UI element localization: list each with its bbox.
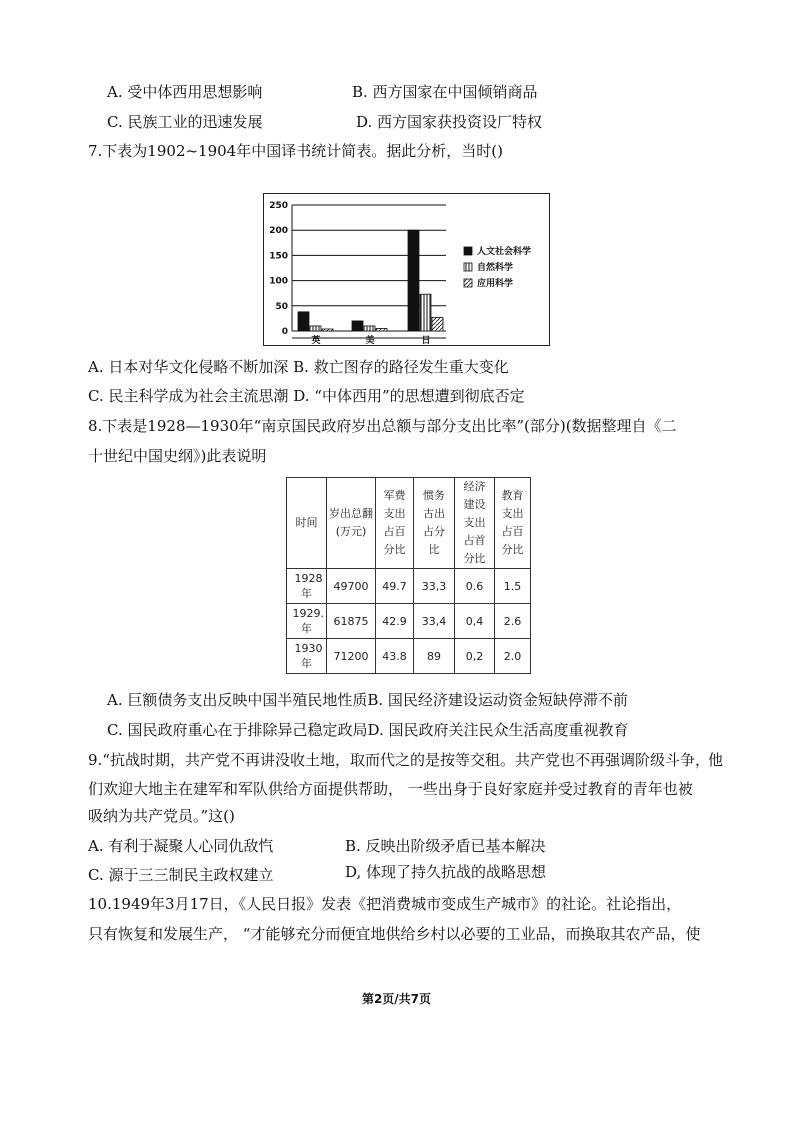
table-header: 惯务古出占分比 bbox=[414, 478, 455, 569]
table-header: 经济建设支出占首分比 bbox=[455, 478, 495, 569]
bar-英-0 bbox=[298, 312, 309, 331]
bar-英-1 bbox=[310, 326, 321, 331]
q8-stem-line1: 8.下表是1928—1930年“南京国民政府岁出总额与部分支出比率”(部分)(数据整理自《二 bbox=[88, 417, 677, 435]
table-header: 时间 bbox=[287, 478, 327, 569]
q8-options-cd: C. 国民政府重心在于排除异己稳定政局D. 国民政府关注民众生活高度重视教育 bbox=[107, 721, 629, 739]
q7-options-ab: A. 日本对华文化侵略不断加深 B. 救亡图存的路径发生重大变化 bbox=[88, 358, 509, 376]
y-tick-label: 200 bbox=[269, 226, 288, 237]
legend-swatch bbox=[464, 263, 472, 271]
q6-option-b: B. 西方国家在中国倾销商品 bbox=[352, 83, 538, 101]
legend-swatch bbox=[464, 247, 472, 255]
bar-日-2 bbox=[432, 317, 443, 331]
y-tick-label: 100 bbox=[269, 276, 288, 287]
q8-stem-line2: 十世纪中国史纲》)此表说明 bbox=[88, 447, 267, 465]
table-header: 军费支出占百分比 bbox=[376, 478, 414, 569]
bar-美-0 bbox=[352, 321, 363, 331]
chart-svg bbox=[264, 194, 549, 345]
legend-label: 自然科学 bbox=[477, 263, 514, 273]
q9-line2: 们欢迎大地主在建军和军队供给方面提供帮助， 一些出身于良好家庭并受过教育的青年也被 bbox=[88, 780, 693, 798]
bar-美-1 bbox=[364, 326, 375, 331]
budget-table bbox=[286, 477, 531, 674]
table-header: 岁出总翻(万元) bbox=[327, 478, 376, 569]
q8-options-ab: A. 巨额债务支出反映中国半殖民地性质B. 国民经济建设运动资金短缺停滞不前 bbox=[107, 691, 628, 709]
q9-option-d: D, 体现了持久抗战的战略思想 bbox=[345, 863, 547, 881]
table-row: 1930年 71200 43.8 89 0,2 2.0 bbox=[287, 639, 531, 674]
y-tick-label: 250 bbox=[269, 201, 288, 211]
q6-option-c: C. 民族工业的迅速发展 bbox=[107, 113, 263, 131]
q6-option-d: D. 西方国家获投资设厂特权 bbox=[356, 113, 543, 131]
translation-bar-chart bbox=[263, 193, 550, 346]
q9-line1: 9.“抗战时期，共产党不再讲没收土地，取而代之的是按等交租。共产党也不再强调阶级斗争， bbox=[88, 751, 710, 769]
q9-line1-end: 他 bbox=[708, 751, 724, 769]
q7-stem: 7.下表为1902~1904年中国译书统计简表。据此分析，当时() bbox=[88, 142, 503, 160]
y-tick-label: 50 bbox=[275, 301, 288, 312]
bar-美-2 bbox=[376, 328, 387, 331]
q9-line3: 吸纳为共产党员。”这() bbox=[88, 807, 235, 825]
q9-option-b: B. 反映出阶级矛盾已基本解决 bbox=[345, 837, 546, 855]
y-tick-label: 150 bbox=[269, 251, 288, 262]
bar-英-2 bbox=[322, 329, 333, 331]
legend-label: 应用科学 bbox=[477, 279, 514, 289]
table-header: 教育支出占百分比 bbox=[495, 478, 531, 569]
legend-label: 人文社会科学 bbox=[477, 247, 532, 257]
x-tick-label: 英 bbox=[311, 336, 321, 345]
table-row: 1928年 49700 49.7 33,3 0.6 1.5 bbox=[287, 569, 531, 604]
x-tick-label: 日 bbox=[421, 336, 431, 345]
q6-option-a: A. 受中体西用思想影响 bbox=[107, 83, 263, 101]
table-row: 1929.年 61875 42.9 33,4 0,4 2.6 bbox=[287, 604, 531, 639]
page-footer: 第2页/共7页 bbox=[361, 992, 432, 1006]
legend-swatch bbox=[464, 279, 472, 287]
q10-line2: 只有恢复和发展生产， “才能够充分而便宜地供给乡村以必要的工业品，而换取其农产品，使 bbox=[88, 925, 701, 943]
q9-option-c: C. 源于三三制民主政权建立 bbox=[88, 866, 274, 884]
bar-日-0 bbox=[408, 230, 419, 331]
q10-line1: 10.1949年3月17日，《人民日报》发表《把消费城市变成生产城市》的社论。社论指出， bbox=[88, 895, 682, 913]
q7-options-cd: C. 民主科学成为社会主流思潮 D. “中体西用”的思想遭到彻底否定 bbox=[88, 387, 525, 405]
q9-option-a: A. 有利于凝聚人心同仇敌忾 bbox=[88, 837, 274, 855]
y-tick-label: 0 bbox=[281, 327, 288, 337]
x-tick-label: 美 bbox=[365, 336, 375, 345]
bar-日-1 bbox=[420, 294, 431, 331]
